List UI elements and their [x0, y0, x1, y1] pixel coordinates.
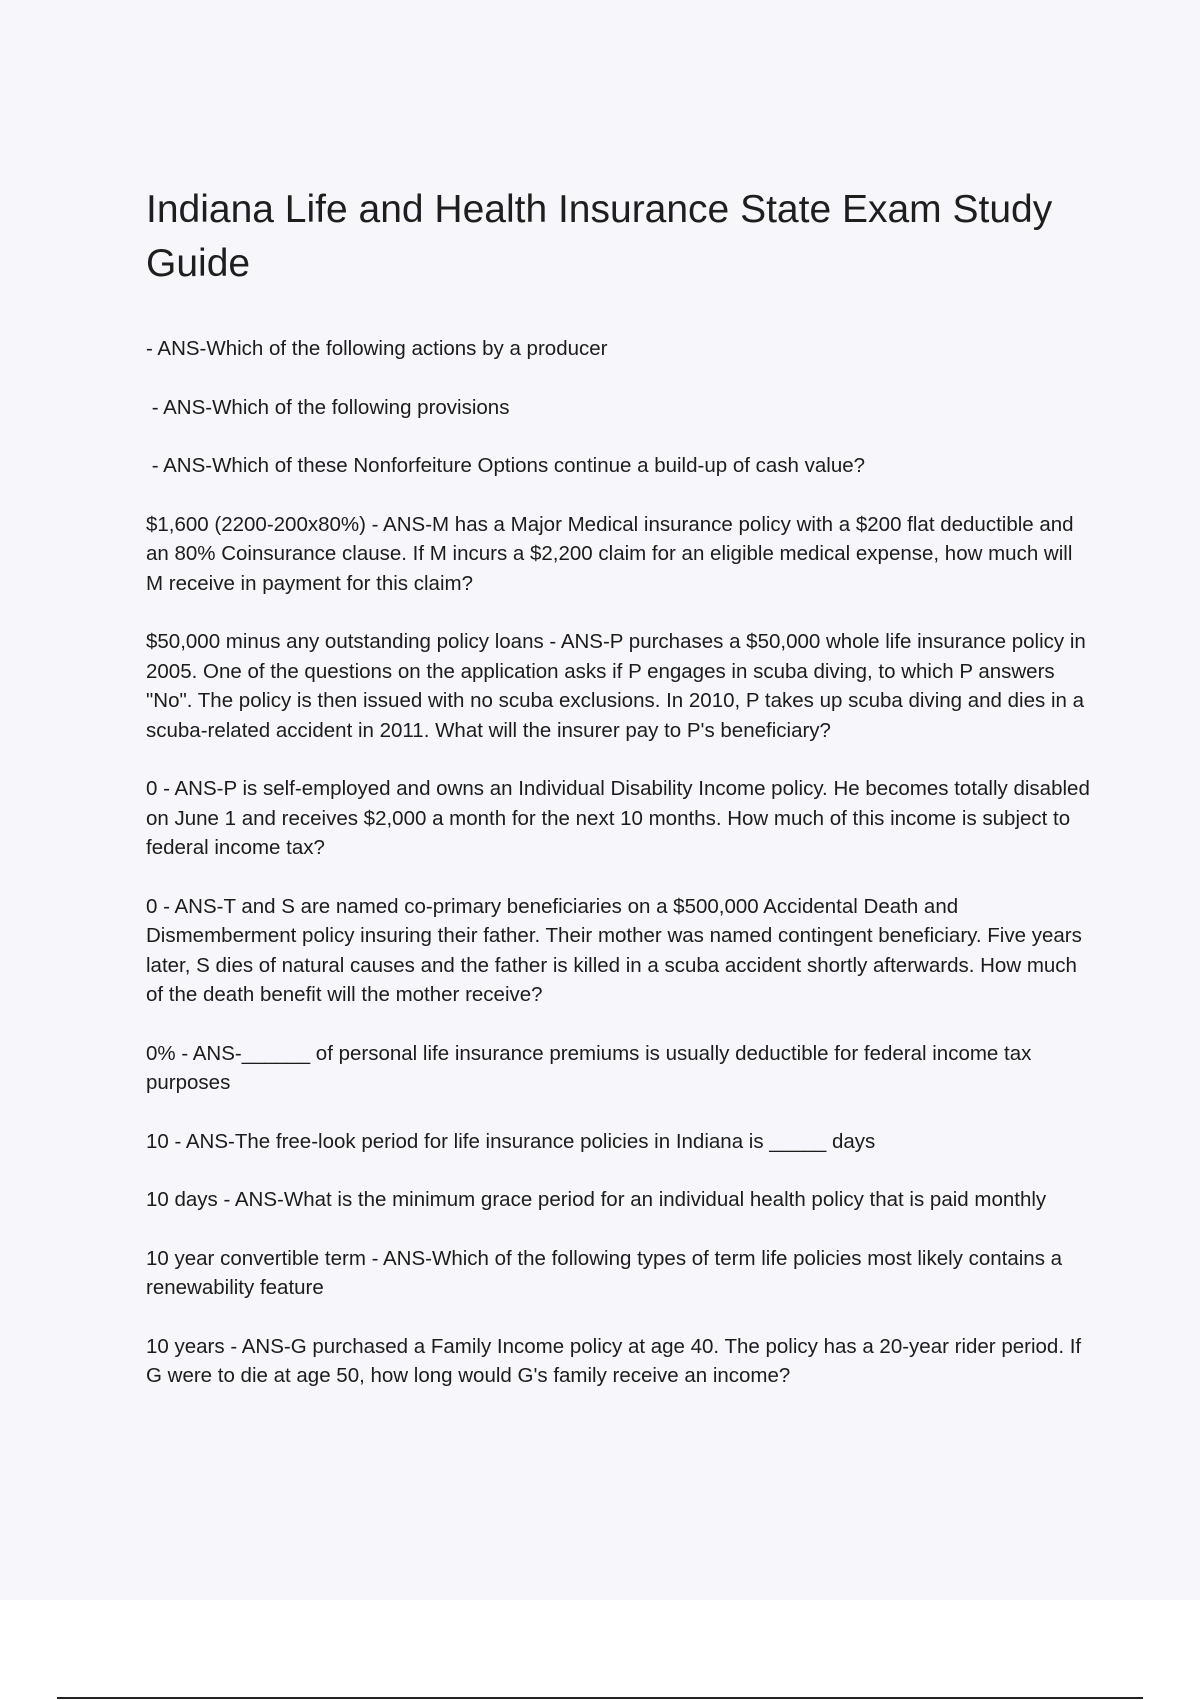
qa-item: $50,000 minus any outstanding policy loans - ANS-P purchases a $50,000 whole life insurance policy in 2005. One of the questions on the application asks if P engages in scuba diving, to which P answers "No". The policy is then issued with no scuba exclusions. In 2010, P takes up scuba diving and dies in a scuba-related accident in 2011. What will the insurer pay to P's beneficiary?	[146, 630, 1092, 742]
qa-item: $1,600 (2200-200x80%) - ANS-M has a Major Medical insurance policy with a $200 flat deductible and an 80% Coinsurance clause. If M incurs a $2,200 claim for an eligible medical expense, how much will M receive in payment for this claim?	[146, 512, 1080, 595]
qa-item: - ANS-Which of the following actions by a producer	[146, 337, 608, 360]
qa-item: 0 - ANS-P is self-employed and owns an Individual Disability Income policy. He becomes totally disabled on June 1 and receives $2,000 a month for the next 10 months. How much of this income is subject to federal income tax?	[146, 777, 1096, 859]
qa-item: 0% - ANS-______ of personal life insurance premiums is usually deductible for federal income tax purposes	[146, 1041, 1038, 1094]
qa-item: - ANS-Which of these Nonforfeiture Options continue a build-up of cash value?	[146, 454, 866, 477]
qa-list	[146, 334, 1096, 1420]
qa-item: 0 - ANS-T and S are named co-primary beneficiaries on a $500,000 Accidental Death and Dismemberment policy insuring their father. Their mother was named contingent beneficiary. Five years later, S dies of natural causes and the father is killed in a scuba accident shortly afterwards. How much of the death benefit will the mother receive?	[146, 894, 1088, 1006]
qa-item: 10 - ANS-The free-look period for life insurance policies in Indiana is _____ days	[146, 1129, 876, 1153]
qa-item: 10 days - ANS-What is the minimum grace period for an individual health policy that is paid monthly	[146, 1188, 1047, 1211]
qa-item: - ANS-Which of the following provisions	[146, 395, 510, 419]
footer-divider	[57, 1697, 1143, 1699]
qa-item: 10 years - ANS-G purchased a Family Income policy at age 40. The policy has a 20-year rider period. If G were to die at age 50, how long would G's family receive an income?	[146, 1334, 1087, 1387]
qa-item: 10 year convertible term - ANS-Which of the following types of term life policies most likely contains a renewability feature	[146, 1246, 1068, 1299]
page-title: Indiana Life and Health Insurance State Exam Study Guide	[146, 188, 1053, 285]
